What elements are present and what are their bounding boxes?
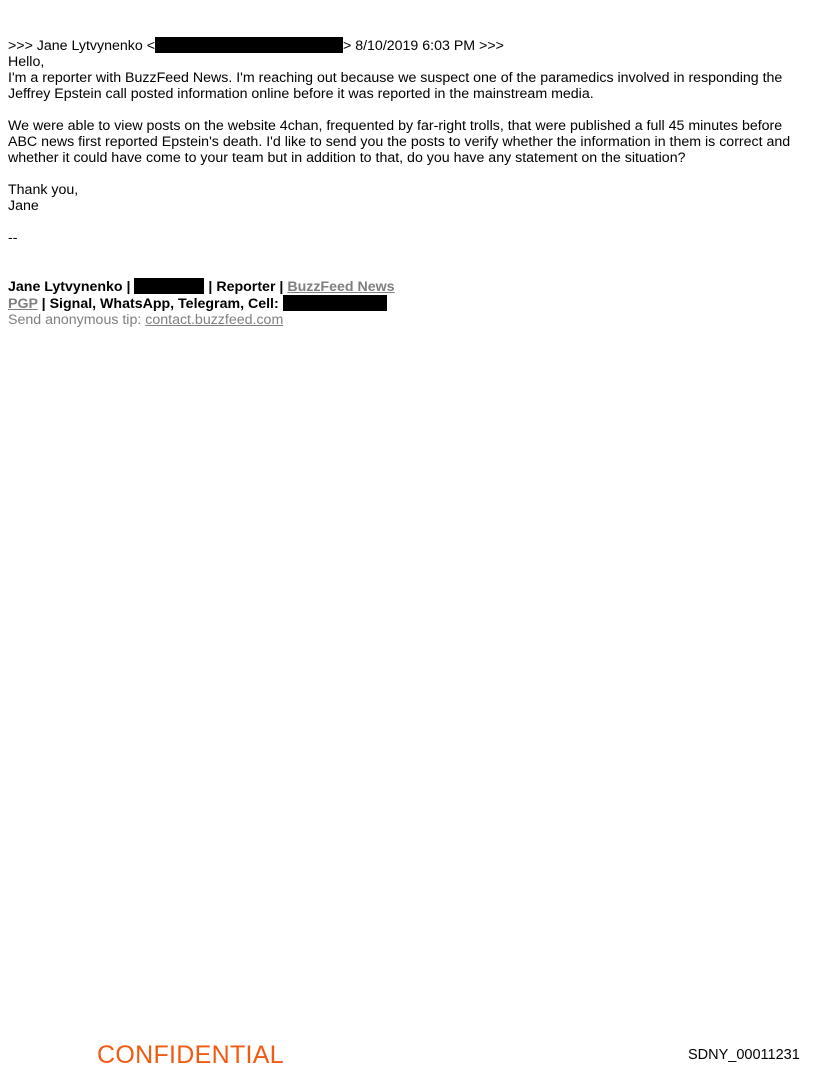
spacer: [8, 214, 808, 230]
signature-name: Jane Lytvynenko |: [8, 279, 131, 295]
email-header-line: [8, 37, 808, 54]
signature-separator: --: [8, 230, 18, 246]
signature-line-1: [8, 278, 808, 295]
email-closing: Thank you,: [8, 182, 79, 198]
confidential-stamp: CONFIDENTIAL: [97, 1041, 284, 1069]
spacer: [8, 262, 808, 278]
spacer: [8, 102, 808, 118]
signature-role: | Reporter |: [208, 279, 284, 295]
spacer: [8, 166, 808, 182]
email-header-suffix: > 8/10/2019 6:03 PM >>>: [342, 38, 504, 54]
email-paragraph-1: I'm a reporter with BuzzFeed News. I'm reaching out because we suspect one of the paramedics involved in responding the Jeffrey Epstein call posted information online before it was reported in the mainstream media.: [8, 70, 783, 102]
bates-number: SDNY_00011231: [688, 1047, 800, 1063]
email-sender-name: Jane: [8, 198, 39, 214]
signature-contact-text: | Signal, WhatsApp, Telegram, Cell:: [41, 296, 279, 312]
redaction-box: [155, 37, 343, 53]
email-body: [8, 37, 808, 328]
signature-line-2: [8, 295, 808, 312]
spacer: [8, 246, 808, 262]
tip-link[interactable]: contact.buzzfeed.com: [145, 312, 284, 328]
signature-tip-line: [8, 312, 808, 328]
tip-label: Send anonymous tip:: [8, 312, 142, 328]
email-greeting: Hello,: [8, 54, 45, 70]
email-paragraph-2: We were able to view posts on the website 4chan, frequented by far-right trolls, that were published a full 45 minutes before ABC news first reported Epstein's death. I'd like to send you the posts to verify whether the information in them is correct and whether it could have come to your team but in addition to that, do you have any statement on the situation?: [8, 118, 791, 166]
pgp-link[interactable]: PGP: [8, 296, 38, 312]
redaction-box: [134, 278, 204, 294]
redaction-box: [283, 295, 387, 311]
buzzfeed-news-link[interactable]: BuzzFeed News: [287, 279, 395, 295]
email-header-prefix: >>> Jane Lytvynenko <: [8, 38, 155, 54]
